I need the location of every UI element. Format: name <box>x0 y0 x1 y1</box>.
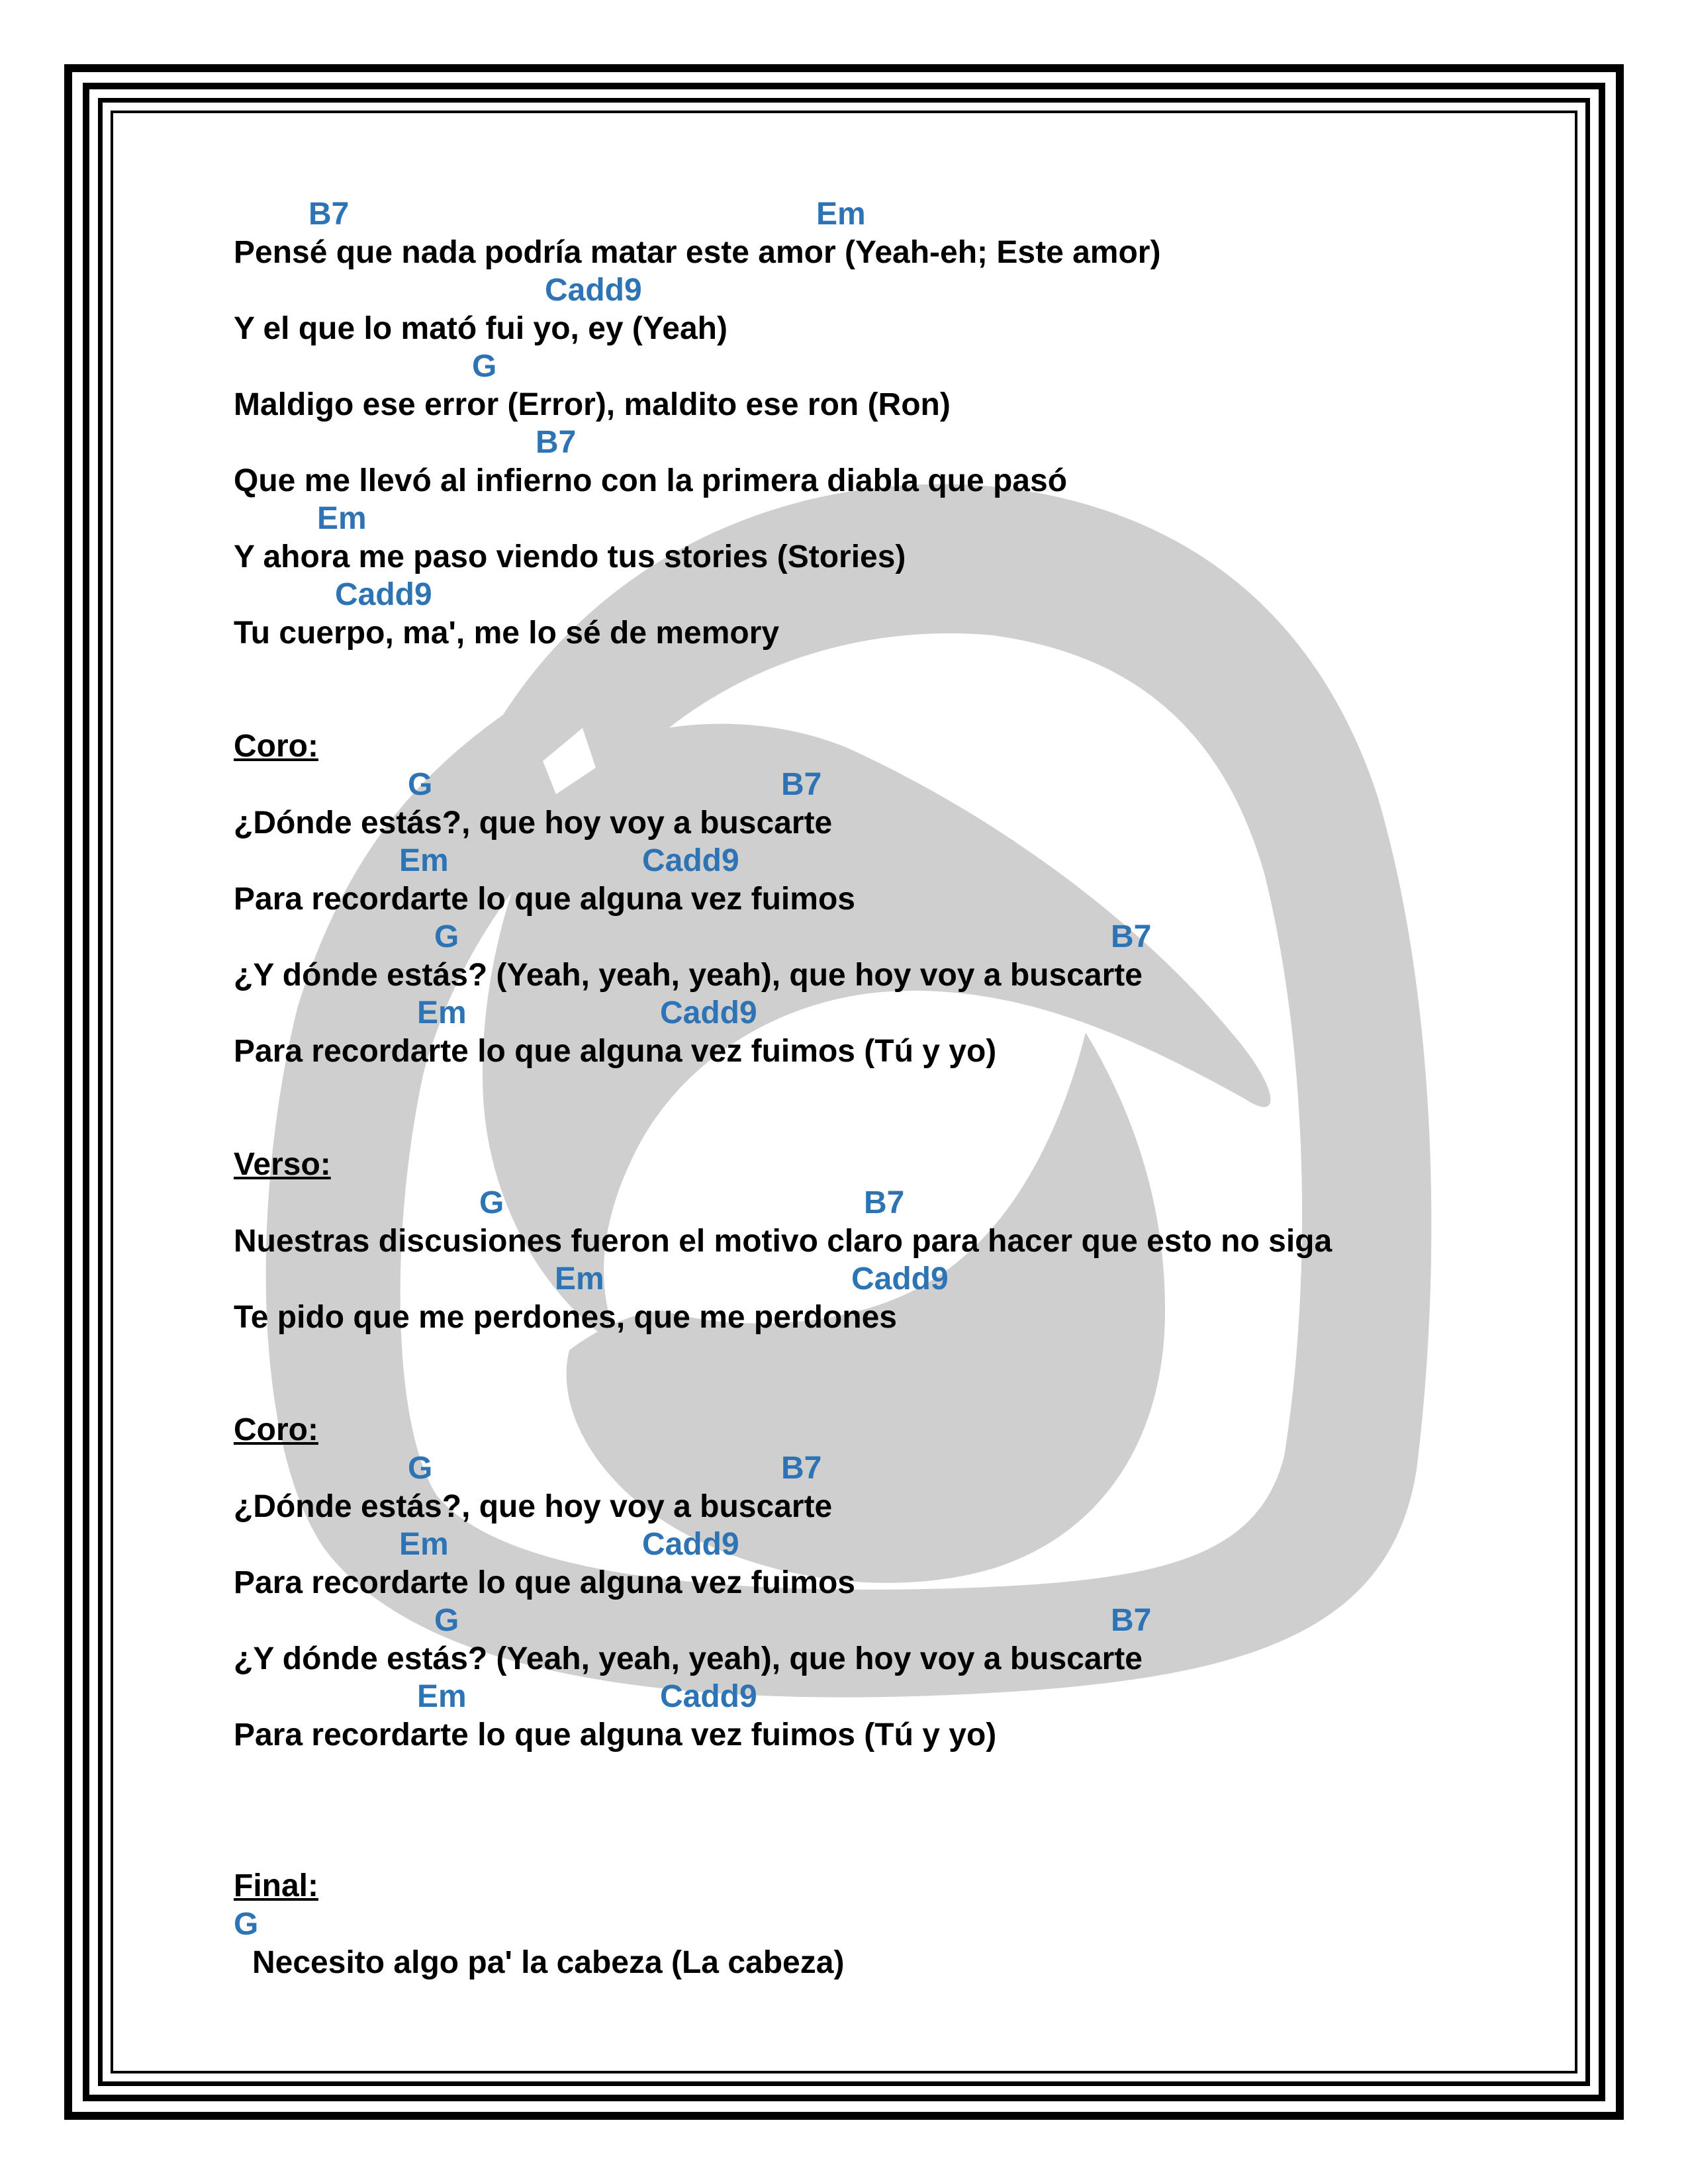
lyric-line: ¿Y dónde estás? (Yeah, yeah, yeah), que hoy voy a buscarte <box>234 1641 1143 1676</box>
lyric-line: Pensé que nada podría matar este amor (Yeah-eh; Este amor) <box>234 235 1161 270</box>
chord: G <box>408 767 433 802</box>
section-title-verso: Verso: <box>234 1147 331 1182</box>
chord: G <box>408 1451 433 1486</box>
chord: Em <box>555 1261 604 1297</box>
section-title-final: Final: <box>234 1868 318 1903</box>
lyric-line: Te pido que me perdones, que me perdones <box>234 1300 897 1335</box>
chord: G <box>434 919 459 954</box>
chord: Em <box>417 995 467 1030</box>
lyric-line: Y ahora me paso viendo tus stories (Stories) <box>234 539 906 574</box>
chord: Cadd9 <box>642 843 739 878</box>
lyric-line: Tu cuerpo, ma', me lo sé de memory <box>234 615 780 651</box>
section-title-coro: Coro: <box>234 729 318 764</box>
lyric-line: Maldigo ese error (Error), maldito ese ron (Ron) <box>234 387 951 422</box>
chord: G <box>234 1907 259 1942</box>
lyric-line: Y el que lo mató fui yo, ey (Yeah) <box>234 311 727 346</box>
chord: B7 <box>864 1185 905 1220</box>
chord: Cadd9 <box>660 995 757 1030</box>
chord: Em <box>816 197 866 232</box>
chord: Em <box>317 501 367 536</box>
chord: Em <box>399 1527 449 1562</box>
chord: G <box>479 1185 504 1220</box>
chord: Cadd9 <box>851 1261 949 1297</box>
lyric-line: Para recordarte lo que alguna vez fuimos (Tú y yo) <box>234 1034 997 1069</box>
chord: G <box>434 1603 459 1638</box>
lyric-line: ¿Dónde estás?, que hoy voy a buscarte <box>234 1489 833 1524</box>
chord: B7 <box>781 767 822 802</box>
lyric-line: Para recordarte lo que alguna vez fuimos (Tú y yo) <box>234 1717 997 1752</box>
chord: B7 <box>1111 1603 1152 1638</box>
chord: Cadd9 <box>660 1679 757 1714</box>
chord: B7 <box>536 425 577 460</box>
chord: B7 <box>308 197 350 232</box>
lyric-line: ¿Dónde estás?, que hoy voy a buscarte <box>234 805 833 841</box>
lyric-line: Para recordarte lo que alguna vez fuimos <box>234 882 855 917</box>
lyric-line: Para recordarte lo que alguna vez fuimos <box>234 1565 855 1600</box>
chord: B7 <box>1111 919 1152 954</box>
chord: Cadd9 <box>545 273 642 308</box>
lyric-line: ¿Y dónde estás? (Yeah, yeah, yeah), que hoy voy a buscarte <box>234 958 1143 993</box>
chord: Cadd9 <box>642 1527 739 1562</box>
section-title-coro: Coro: <box>234 1412 318 1447</box>
chord: Em <box>399 843 449 878</box>
chord: G <box>472 349 497 384</box>
lyric-line: Necesito algo pa' la cabeza (La cabeza) <box>252 1945 845 1980</box>
chord: Em <box>417 1679 467 1714</box>
lyric-line: Nuestras discusiones fueron el motivo claro para hacer que esto no siga <box>234 1224 1333 1259</box>
chord: B7 <box>781 1451 822 1486</box>
lyric-line: Que me llevó al infierno con la primera diabla que pasó <box>234 463 1068 498</box>
chord: Cadd9 <box>335 577 432 612</box>
